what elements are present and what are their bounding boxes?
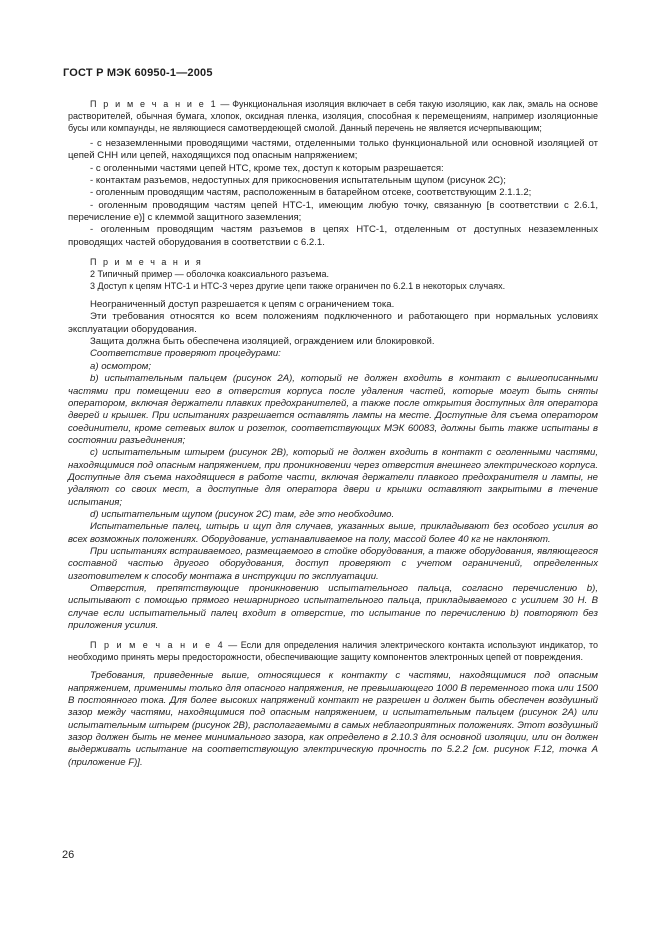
paragraph: [68, 311, 598, 336]
note-paragraph: [68, 639, 598, 663]
paragraph: [68, 138, 598, 163]
paragraph: [68, 299, 598, 311]
italic-text: d) испытательным щупом (рисунок 2С) там, где это необходимо.: [90, 508, 395, 520]
note-3: 3 Доступ к цепям НТС-1 и НТС-3 через другие цепи также ограничен по 6.2.1 в некоторых случаях.: [90, 281, 506, 292]
italic-paragraph: [68, 521, 598, 546]
note-paragraph: [68, 98, 598, 134]
paragraph-text: Эти требования относятся ко всем положениям подключенного и работающего при нормальных условиях эксплуатации оборудования.: [68, 311, 598, 335]
note-label: П р и м е ч а н и е 4: [90, 640, 225, 651]
italic-text: Требования, приведенные выше, относящиеся к контакту с частями, находящимися под опасным напряжением, применимы только для опасного напряжения, не превышающего 1000 В переменного тока или 1500 В постоянного тока. Для более высоких напряжений контакт не разрешен и должен быть обеспечен воздушный зазор между частями, находящимися под опасным напряжением, и испытательным пальцем (рисунок 2А) или испытательным штырем (рисунок 2В), располагаемыми в самых неблагоприятных положениях. Этот воздушный зазор должен быть не менее минимального зазора, как определено в 2.10.3 для основной изоляции, или он должен выдерживать испытание на соответствующую электрическую прочность по 5.2.2 [см. рисунок F.12, точка А (приложение F)].: [68, 670, 598, 768]
note-1: [68, 98, 598, 134]
note-2: 2 Типичный пример — оболочка коаксиального разъема.: [90, 269, 330, 280]
italic-text: Соответствие проверяют процедурами:: [90, 348, 281, 360]
procedure-d: [68, 509, 598, 521]
italic-text: Отверстия, препятствующие проникновению испытательного пальца, согласно перечислению b), испытывают с помощью прямого нешарнирного испытательного пальца, прикладываемого с усилием 30 Н. В случае если испытательный палец входит в отверстие, то испытание по перечислению b) повторяют без приложения усилия.: [68, 583, 598, 632]
compliance-heading: [68, 348, 598, 360]
paragraph: [68, 187, 598, 199]
paragraph: [68, 163, 598, 175]
paragraph-text: Защита должна быть обеспечена изоляцией, ограждением или блокировкой.: [90, 336, 435, 348]
italic-text: а) осмотром;: [90, 360, 152, 372]
paragraph: [68, 200, 598, 225]
italic-paragraph: [68, 583, 598, 632]
paragraph: [68, 336, 598, 348]
document-header: ГОСТ Р МЭК 60950-1—2005: [63, 67, 213, 79]
notes-heading: П р и м е ч а н и я: [90, 257, 203, 268]
paragraph-text: - оголенным проводящим частям цепей НТС-1, имеющим любую точку, связанную [в соответствии с 2.6.1, перечисление е)] с клеммой защитного заземления;: [68, 199, 598, 224]
paragraph: [68, 175, 598, 187]
procedure-a: [68, 361, 598, 373]
italic-text: Испытательные палец, штырь и щуп для случаев, указанных выше, прикладывают без особого усилия во всех возможных положениях. Оборудование, устанавливаемое на полу, массой более 40 кг не наклоняют.: [68, 521, 598, 545]
paragraph-text: Неограниченный доступ разрешается к цепям с ограничением тока.: [90, 299, 395, 311]
italic-text: b) испытательным пальцем (рисунок 2А), который не должен входить в контакт с вышеописанными частями при помещении его в отверстия корпуса после удаления частей, которые могут быть сняты оператором, включая держатели плавких предохранителей, а также после открытия доступных для оператора дверей и крышек. При испытаниях разрешается оставлять лампы на месте. Доступные для съема оператором соединители, кроме сетевых вилок и розеток, соответствующих МЭК 60083, должны быть также испытаны в состоянии разъединения;: [68, 373, 598, 446]
note-text: — Если для определения наличия электрического контакта используют индикатор, то необходимо принять меры предосторожности, обеспечивающие защиту компонентов электронных цепей от повреждения.: [68, 640, 598, 663]
paragraph-text: - оголенным проводящим частям, расположенным в батарейном отсеке, соответствующим 2.1.1.2;: [90, 187, 532, 199]
paragraph-text: - оголенным проводящим частям разъемов в цепях НТС-1, отделенным от доступных незаземленных проводящих частей оборудования в соответствии с 6.2.1.: [68, 224, 598, 248]
italic-text: с) испытательным штырем (рисунок 2В), который не должен входить в контакт с оголенными частями, находящимися под опасным напряжением, при проникновении через отверстия внешнего электрического корпуса. Доступные для съема находящиеся в работе части, включая держатели плавкого предохранителя и лампы, не удаляют со своих мест, а доступные для оператора двери и крышки оставляют закрытыми в течение испытания;: [68, 447, 598, 508]
note-4: [68, 639, 598, 663]
italic-text: При испытаниях встраиваемого, размещаемого в стойке оборудования, а также оборудования, являющегося составной частью другого оборудования, доступ проверяют с учетом ограничений, определенных изготовителем к способу монтажа в инструкции по эксплуатации.: [68, 545, 598, 582]
procedure-c: [68, 447, 598, 509]
italic-paragraph: [68, 670, 598, 769]
paragraph: [68, 224, 598, 249]
page-number: 26: [62, 849, 75, 861]
paragraph-text: - с незаземленными проводящими частями, отделенными только функциональной или основной изоляцией от цепей СНН или цепей, находящихся под опасным напряжением;: [68, 138, 598, 162]
note-text: — Функциональная изоляция включает в себя такую изоляцию, как лак, эмаль на основе растворителей, обычная бумага, хлопок, оксидная пленка, изоляция, способная к перемещениям, например изоляционные бусы или компаунды, не являющиеся самотвердеющей смолой. Данный перечень не является исчерпывающим;: [68, 99, 598, 133]
italic-paragraph: [68, 546, 598, 583]
procedure-b: [68, 373, 598, 447]
paragraph-text: - с оголенными частями цепей НТС, кроме тех, доступ к которым разрешается:: [90, 162, 444, 174]
document-body: [68, 98, 598, 769]
note-label: П р и м е ч а н и е 1: [90, 99, 218, 109]
paragraph-text: - контактам разъемов, недоступных для прикосновения испытательным щупом (рисунок 2С);: [90, 175, 506, 187]
